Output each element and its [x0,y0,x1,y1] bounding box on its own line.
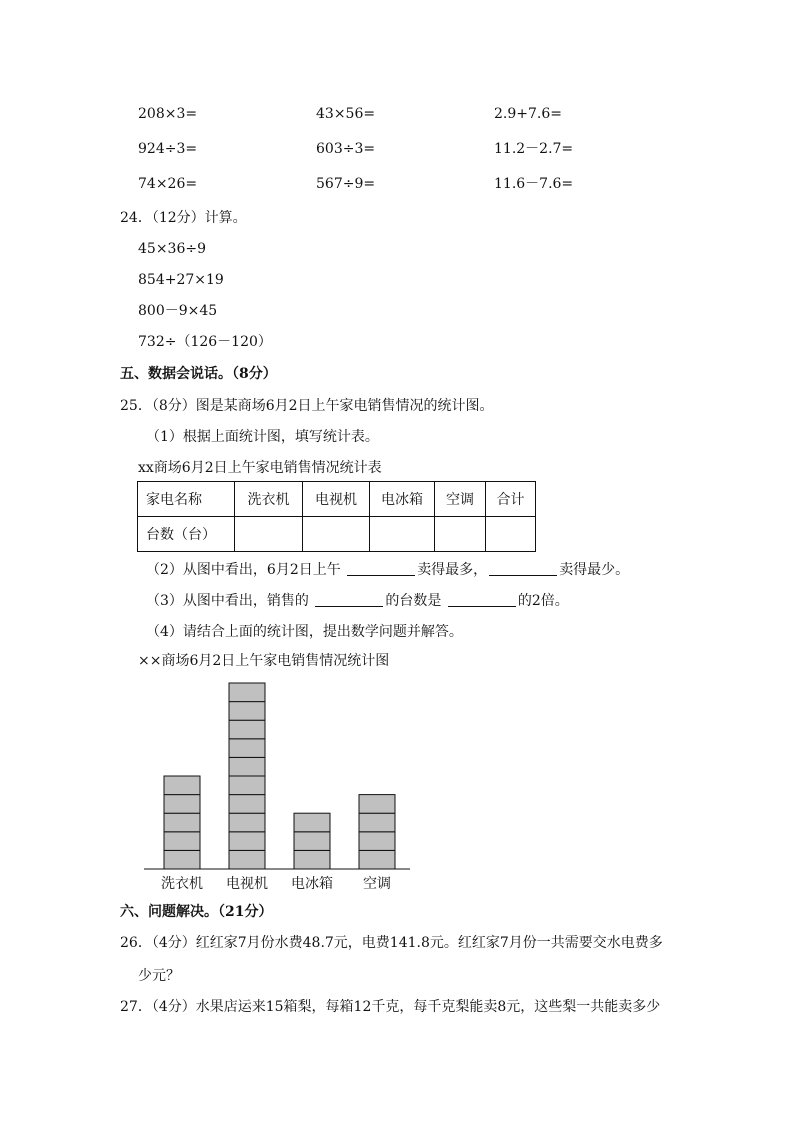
bar-unit-电视机 [229,795,265,814]
q25-part2-text-b: 卖得最多， [417,562,488,578]
table-header-row [138,482,536,517]
q26-line-2: 少元？ [138,968,180,984]
table-row [138,517,536,552]
arith-1-1: 208×3= [138,106,198,122]
arith-2-3: 11.2－2.7= [494,141,574,157]
q25-part2 [146,561,629,579]
q25-part2-text-c: 卖得最少。 [559,562,630,578]
bar-unit-电视机 [229,832,265,851]
bar-unit-电视机 [229,702,265,721]
category-label: 洗衣机 [161,876,203,892]
q25-part2-text-a: （2）从图中看出，6月2日上午 [146,562,341,578]
bar-unit-洗衣机 [164,813,200,832]
bar-unit-空调 [359,832,395,851]
bar-unit-电视机 [229,757,265,776]
answer-blank[interactable] [448,592,516,607]
q24-item-1: 45×36÷9 [138,241,206,257]
section-5-title: 五、数据会说话。（8分） [120,366,277,382]
bar-unit-电视机 [229,813,265,832]
table-row-label: 台数（台） [138,517,235,552]
table-header-cell: 空调 [435,482,486,517]
section-6-title: 六、问题解决。（21分） [120,904,273,920]
q25-part4: （4）请结合上面的统计图，提出数学问题并解答。 [146,624,463,640]
bar-unit-电冰箱 [294,850,330,869]
bar-unit-空调 [359,795,395,814]
bar-unit-电视机 [229,850,265,869]
q27-line-1: 27．（4分）水果店运来15箱梨，每箱12千克，每千克梨能卖8元，这些梨一共能卖多少 [120,999,661,1015]
table-header-cell: 电视机 [303,482,370,517]
arith-3-1: 74×26= [138,176,198,192]
table-header-cell: 电冰箱 [370,482,435,517]
q26-line-1: 26．（4分）红红家7月份水费48.7元，电费141.8元。红红家7月份一共需要交水电费多 [120,935,663,951]
q25-part3 [146,592,569,610]
answer-blank[interactable] [489,561,557,576]
bar-unit-电冰箱 [294,832,330,851]
bar-unit-洗衣机 [164,832,200,851]
q25-part1: （1）根据上面统计图，填写统计表。 [146,429,379,445]
bar-unit-空调 [359,850,395,869]
q25-part3-text-c: 的2倍。 [517,593,569,609]
category-label: 空调 [363,876,391,892]
arith-3-2: 567÷9= [316,176,376,192]
answer-blank[interactable] [315,592,383,607]
table-blank-cell[interactable] [486,517,536,552]
category-label: 电视机 [226,876,268,892]
q25-header: 25．（8分）图是某商场6月2日上午家电销售情况的统计图。 [120,398,494,414]
q25-stats-table [137,481,536,552]
answer-blank[interactable] [347,561,415,576]
bar-unit-洗衣机 [164,795,200,814]
q25-part3-text-a: （3）从图中看出，销售的 [146,593,309,609]
q25-table-title: xx商场6月2日上午家电销售情况统计表 [138,460,382,476]
table-blank-cell[interactable] [303,517,370,552]
arith-2-1: 924÷3= [138,141,198,157]
category-label: 电冰箱 [291,876,333,892]
table-blank-cell[interactable] [235,517,303,552]
bar-unit-电视机 [229,683,265,702]
table-header-cell: 家电名称 [138,482,235,517]
q24-header: 24．（12分）计算。 [120,210,247,226]
table-header-cell: 洗衣机 [235,482,303,517]
bar-unit-电冰箱 [294,813,330,832]
bar-unit-洗衣机 [164,776,200,795]
chart-title: ××商场6月2日上午家电销售情况统计图 [138,653,390,669]
q24-item-3: 800－9×45 [138,303,218,319]
table-blank-cell[interactable] [370,517,435,552]
table-header-cell: 合计 [486,482,536,517]
bar-unit-电视机 [229,739,265,758]
table-blank-cell[interactable] [435,517,486,552]
arith-2-2: 603÷3= [316,141,376,157]
bar-unit-电视机 [229,776,265,795]
q25-part3-text-b: 的台数是 [385,593,442,609]
sales-bar-chart [140,680,420,895]
arith-1-3: 2.9+7.6= [494,106,562,122]
q24-item-4: 732÷（126－120） [138,334,272,350]
bar-unit-空调 [359,813,395,832]
bar-unit-洗衣机 [164,850,200,869]
q24-item-2: 854+27×19 [138,272,224,288]
arith-3-3: 11.6－7.6= [494,176,574,192]
arith-1-2: 43×56= [316,106,376,122]
bar-unit-电视机 [229,720,265,739]
